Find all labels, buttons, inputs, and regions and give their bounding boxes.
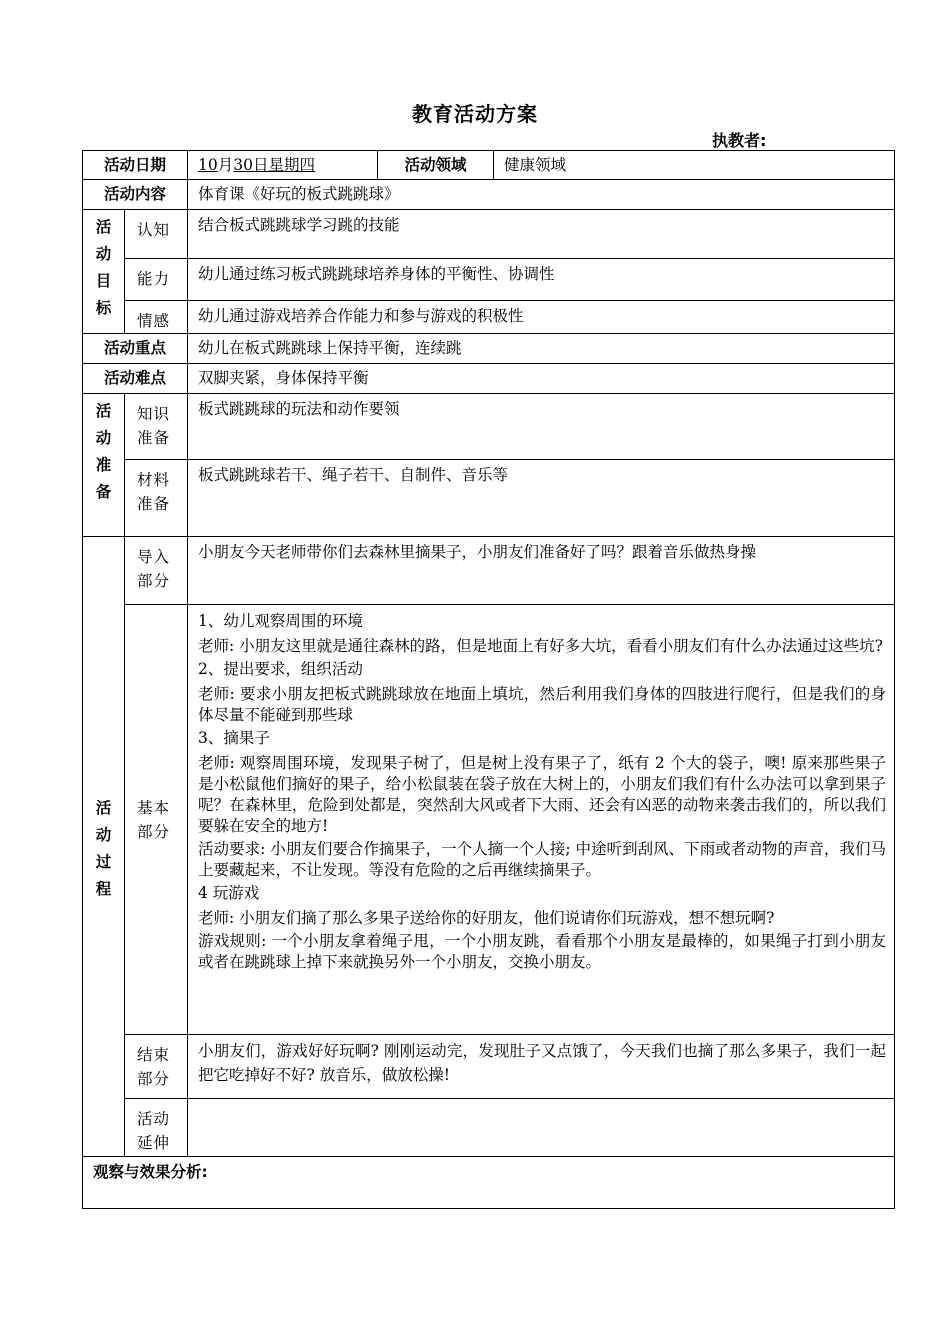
- row-prep-material: [83, 460, 895, 537]
- goal-text-ability: 幼儿通过练习板式跳跳球培养身体的平衡性、协调性: [188, 259, 895, 301]
- row-difficulty: [83, 364, 895, 394]
- prep-label-char: 准: [95, 456, 112, 474]
- row-process-intro: [83, 537, 895, 605]
- row-date: [83, 151, 895, 180]
- prep-label-knowledge: [125, 394, 188, 460]
- process-label-ending: [125, 1035, 188, 1099]
- activity-plan-table: [82, 150, 895, 1209]
- process-label-line: 延伸: [137, 1134, 171, 1152]
- row-content: [83, 180, 895, 210]
- difficulty-label: 活动难点: [83, 364, 188, 394]
- basic-paragraph: 游戏规则: 一个小朋友拿着绳子甩，一个小朋友跳，看看那个小朋友是最棒的，如果绳子打到小朋友或者在跳跳球上掉下来就换另外一个小朋友，交换小朋友。: [198, 932, 887, 971]
- process-label-line: 活动: [137, 1110, 171, 1128]
- process-label-line: 部分: [137, 572, 171, 590]
- row-goal-cognition: [83, 210, 895, 259]
- domain-label: 活动领域: [378, 151, 494, 180]
- row-goal-emotion: [83, 301, 895, 334]
- prep-text-material: 板式跳跳球若干、绳子若干、自制件、音乐等: [188, 460, 895, 537]
- key-point-label: 活动重点: [83, 334, 188, 364]
- domain-value: 健康领域: [494, 151, 895, 180]
- process-label-char: 动: [95, 825, 112, 844]
- row-process-ending: [83, 1035, 895, 1099]
- goal-text-emotion: 幼儿通过游戏培养合作能力和参与游戏的积极性: [188, 301, 895, 334]
- row-process-basic: [83, 605, 895, 1035]
- basic-paragraph: 1、幼儿观察周围的环境: [198, 612, 363, 630]
- goals-label-char: 活: [95, 218, 112, 236]
- basic-paragraph: 老师: 要求小朋友把板式跳跳球放在地面上填坑，然后利用我们身体的四肢进行爬行，但是我们的身体尽量不能碰到那些球: [198, 685, 887, 724]
- prep-section-label: [83, 394, 125, 537]
- process-label-line: 结束: [137, 1046, 171, 1064]
- goal-label-ability: 能力: [125, 259, 188, 301]
- goal-label-emotion: 情感: [125, 301, 188, 334]
- date-label: 活动日期: [83, 151, 188, 180]
- goals-label-char: 标: [95, 299, 112, 317]
- process-label-extension: [125, 1099, 188, 1157]
- prep-label-char: 活: [95, 402, 112, 420]
- difficulty-text: 双脚夹紧，身体保持平衡: [188, 364, 895, 394]
- goal-label-cognition: 认知: [125, 210, 188, 259]
- row-observation: [83, 1157, 895, 1209]
- date-weekday: 日星期四: [253, 155, 316, 174]
- prep-label-line: 知识: [137, 405, 171, 423]
- prep-label-char: 动: [95, 429, 112, 447]
- process-label-char: 活: [95, 798, 112, 817]
- process-section-label: [83, 537, 125, 1157]
- process-label-char: 程: [95, 879, 112, 898]
- basic-paragraph: 3、摘果子: [198, 729, 270, 747]
- document-title: 教育活动方案: [412, 102, 538, 126]
- ending-paragraph: 小朋友们，游戏好好玩啊? 刚刚运动完，发现肚子又点饿了，今天我们也摘了那么多果子，我们一起把它吃掉好不好? 放音乐，做放松操!: [198, 1042, 887, 1084]
- prep-text-knowledge: 板式跳跳球的玩法和动作要领: [188, 394, 895, 460]
- prep-label-line: 准备: [137, 495, 171, 513]
- date-value: [188, 151, 378, 180]
- prep-label-line: 准备: [137, 429, 171, 447]
- goals-label-char: 动: [95, 245, 112, 263]
- content-label: 活动内容: [83, 180, 188, 210]
- row-prep-knowledge: [83, 394, 895, 460]
- row-goal-ability: [83, 259, 895, 301]
- process-label-intro: [125, 537, 188, 605]
- process-label-char: 过: [95, 852, 112, 871]
- content-value: 体育课《好玩的板式跳跳球》: [188, 180, 895, 210]
- process-text-extension: [188, 1099, 895, 1157]
- process-label-line: 基本: [137, 798, 171, 817]
- row-process-extension: [83, 1099, 895, 1157]
- basic-paragraph: 老师: 小朋友们摘了那么多果子送给你的好朋友，他们说请你们玩游戏，想不想玩啊?: [198, 909, 775, 927]
- goals-label-char: 目: [95, 272, 112, 290]
- process-label-basic: [125, 605, 188, 1035]
- basic-paragraph: 活动要求: 小朋友们要合作摘果子，一个人摘一个人接; 中途听到刮风、下雨或者动物的声音，我们马上要藏起来，不让发现。等没有危险的之后再继续摘果子。: [198, 840, 887, 879]
- basic-paragraph: 老师: 观察周围环境，发现果子树了，但是树上没有果子了，纸有 2 个大的袋子，噢! 原来那些果子是小松鼠他们摘好的果子，给小松鼠装在袋子放在大树上的，小朋友们我们有什么办法可以拿到果子呢？在森林里，危险到处都是，突然刮大风或者下大雨、还会有凶恶的动物来袭击我们的，所以我们要躲在安全的地方!: [198, 754, 887, 835]
- process-label-line: 部分: [137, 822, 171, 841]
- teacher-label: 执教者:: [712, 131, 767, 150]
- process-label-line: 导入: [137, 548, 171, 566]
- prep-label-line: 材料: [137, 471, 171, 489]
- row-key-point: [83, 334, 895, 364]
- basic-paragraph: 2、提出要求，组织活动: [198, 660, 363, 678]
- date-day-number: 30: [233, 155, 253, 174]
- basic-paragraph: 4 玩游戏: [198, 884, 260, 902]
- process-text-intro: 小朋友今天老师带你们去森林里摘果子，小朋友们准备好了吗？跟着音乐做热身操: [188, 537, 895, 605]
- key-point-text: 幼儿在板式跳跳球上保持平衡，连续跳: [188, 334, 895, 364]
- process-text-ending: [188, 1035, 895, 1099]
- process-label-line: 部分: [137, 1070, 171, 1088]
- prep-label-char: 备: [95, 483, 112, 501]
- observation-label: 观察与效果分析:: [83, 1157, 895, 1209]
- process-text-basic: [188, 605, 895, 1035]
- basic-paragraph: 老师: 小朋友这里就是通往森林的路，但是地面上有好多大坑，看看小朋友们有什么办法通过这些坑?: [198, 637, 883, 655]
- goal-text-cognition: 结合板式跳跳球学习跳的技能: [188, 210, 895, 259]
- goals-section-label: [83, 210, 125, 334]
- prep-label-material: [125, 460, 188, 537]
- date-month-char: 月: [217, 155, 234, 174]
- date-month-number: 10: [198, 155, 218, 174]
